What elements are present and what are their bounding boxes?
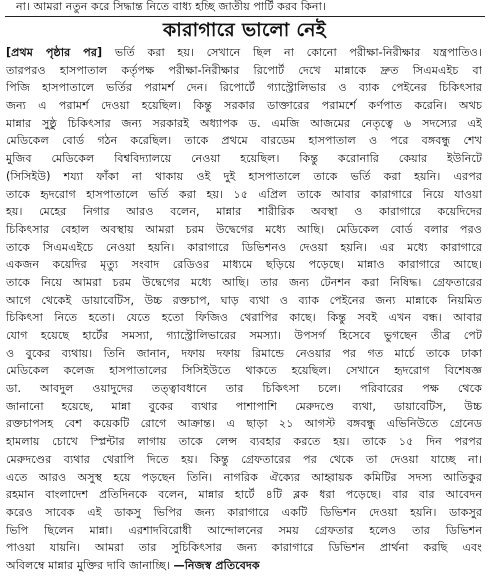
first-line-text: ভর্তি করা হয়। সেখানে ছিল না কোনো পরীক্ষা-নিরীক্ষার যন্ত্রপাতিও। (102, 46, 482, 59)
article-line: ভিপি ছিলেন মান্না। এরশাদবিরোধী আন্দোলনের সময় গ্রেফতার হলেও তার ডিভিশন (6, 523, 482, 537)
article-line: রহমান বাংলাদেশ প্রতিদিনকে বলেন, মান্নার হার্টে ৪টি ব্লক ধরা পড়েছে। বার বার আবেদন (6, 488, 482, 502)
article-line: পিজি হাসপাতালে ভর্তির পরামর্শ দেন। রিপোর্টে গ্যাস্ট্রোলিভার ও ব্যাক পেইনের চিকিৎসার (6, 81, 482, 95)
article-line: তাকে হৃদরোগ হাসপাতালে ভর্তি করা হয়। ১৫ এপ্রিল তাকে আবার কারাগারে নিয়ে যাওয়া (6, 187, 482, 201)
article-line: জানানো হয়েছে, মান্না বুকের ব্যথার পাশাপাশি মেরুদণ্ডে ব্যথা, ডায়াবেটিস, উচ্চ (6, 399, 482, 413)
article-line: চিকিৎসার বেহাল অবস্থায় আমরা চরম উদ্বেগের মধ্যে আছি। মেডিকেল বোর্ড বলার পরও (6, 222, 482, 236)
article-line: তারপরও হাসপাতাল কর্তৃপক্ষ পরীক্ষা-নিরীক্ষার রিপোর্ট দেখে মান্নাকে দ্রুত সিএমএইচ বা (6, 63, 482, 77)
article-line (6, 44, 482, 62)
divider-top (5, 16, 485, 17)
article-line: ডা. আবদুল ওয়াদুদের তত্ত্বাবধানে তার চিকিৎসা চলে। পরিবারের পক্ষ থেকে (6, 382, 482, 396)
closing-text: অবিলম্বে মান্নার মুক্তির দাবি জানাচ্ছি। (6, 558, 174, 572)
article-line: জন্য এ পরামর্শ দেওয়া হয়েছিল। কিন্তু সরকার ডাক্তারের পরামর্শে কর্ণপাত করেনি। অথচ (6, 99, 482, 113)
article-line: যোগ হয়েছে হার্টের সমস্যা, গ্যাস্ট্রোলিভারের সমস্যা। উপসর্গ হিসেবে ভুগছেন তীব্র পেট (6, 329, 482, 342)
article-line: হয়। মেহের নিগার আরও বলেন, মান্নার শারীরিক অবস্থা ও কারাগারে কয়েদিদের (6, 205, 482, 219)
article-line: (সিসিইউ) শয্যা ফাঁকা না থাকায় ওই দুই হাসপাতালে তাকে ভর্তি করা হয়নি। এরপর (6, 169, 482, 183)
article-line: করেও সাবেক এই ডাকসু ভিপির জন্য কারাগারে একটি ডিভিশন দেওয়া হয়নি। ডাকসুর (6, 505, 482, 519)
article-line: মেডিকেল বোর্ড গঠন করেছিল। তাকে প্রথমে বারডেম হাসপাতাল ও পরে বঙ্গবন্ধু শেখ (6, 134, 482, 148)
article-line: পাওয়া যায়নি। আমরা তার সুচিকিৎসার জন্য কারাগারে ডিভিশন প্রার্থনা করছি এবং (6, 541, 482, 555)
article-body (6, 44, 482, 575)
article-line: মান্নার সুষ্ঠু চিকিৎসার জন্য সরকারই অধ্যাপক ড. এমজি আজমের নেতৃত্বে ৬ সদস্যের এই (6, 116, 482, 130)
article-line: ও বুকের ব্যথায়। তিনি জানান, দফায় দফায় রিমান্ডে নেওয়ার পর গত মার্চে তাকে ঢাকা (6, 346, 482, 360)
article-line: তাকে নিয়ে আমরা চরম উদ্বেগের মধ্যে আছি। তার জন্য টেনশন করা নিষিদ্ধ। গ্রেফতারের (6, 275, 482, 289)
byline: —নিজস্ব প্রতিবেদক (173, 558, 260, 572)
article-headline: কারাগারে ভালো নেই (163, 19, 326, 41)
article-line: এতে আরও অসুস্থ হয়ে পড়ছেন তিনি। নাগরিক ঐক্যের আহ্বায়ক কমিটির সদস্য আতিকুর (6, 470, 482, 484)
article-line: একজন কয়েদির মৃত্যু সংবাদ রেডিওর মাধ্যমে ছড়িয়ে পড়েছে। মান্নাও কারাগারে আছে। (6, 258, 482, 272)
article-line: তাকে সিএমএইচে নেওয়া হয়নি। কারাগারে ডিভিশনও দেওয়া হয়নি। এর মধ্যে কারাগারে (6, 240, 482, 254)
article-line: চিকিৎসা নিতে হতো। যেতে হতো ফিজিও থেরাপির কাছে। কিন্তু সবই এখন বন্ধ। আবার (6, 311, 482, 325)
continuation-tag: [প্রথম পৃষ্ঠার পর] (6, 46, 103, 59)
previous-article-fragment: না। আমরা নতুন করে সিদ্ধান্ত নিতে বাধ্য হচ্ছি জাতীয় পার্টি করব কিনা। (16, 0, 326, 13)
article-line: রক্তচাপসহ বেশ কয়েকটি রোগে আক্রান্ত। এ ছাড়া ২১ আগস্ট বঙ্গবন্ধু এভিনিউতে গ্রেনেড (6, 417, 482, 431)
article-closing-line (6, 557, 482, 575)
article-line: মেডিকেল কলেজ হাসপাতালের সিসিইউতে থাকতে হয়েছিল। সেখানে হৃদরোগ বিশেষজ্ঞ (6, 364, 482, 378)
article-line: আগে থেকেই ডায়াবেটিস, উচ্চ রক্তচাপ, ঘাড় ব্যথা ও ব্যাক পেইনের জন্য মান্নাকে নিয়মিত (6, 293, 482, 307)
article-line: হামলায় চোখে স্প্লিন্টার লাগায় তাকে লেন্স ব্যবহার করতে হয়। তাকে ১৫ দিন পরপর (6, 435, 482, 449)
article-line: মেরুদণ্ডের ব্যথার থেরাপি দিতে হয়। কিন্তু গ্রেফতারের পর থেকে তা দেওয়া যাচ্ছে না। (6, 452, 482, 466)
article-line: মুজিব মেডিকেল বিশ্ববিদ্যালয়ে নেওয়া হয়েছিল। কিন্তু করোনারি কেয়ার ইউনিটে (6, 152, 482, 166)
